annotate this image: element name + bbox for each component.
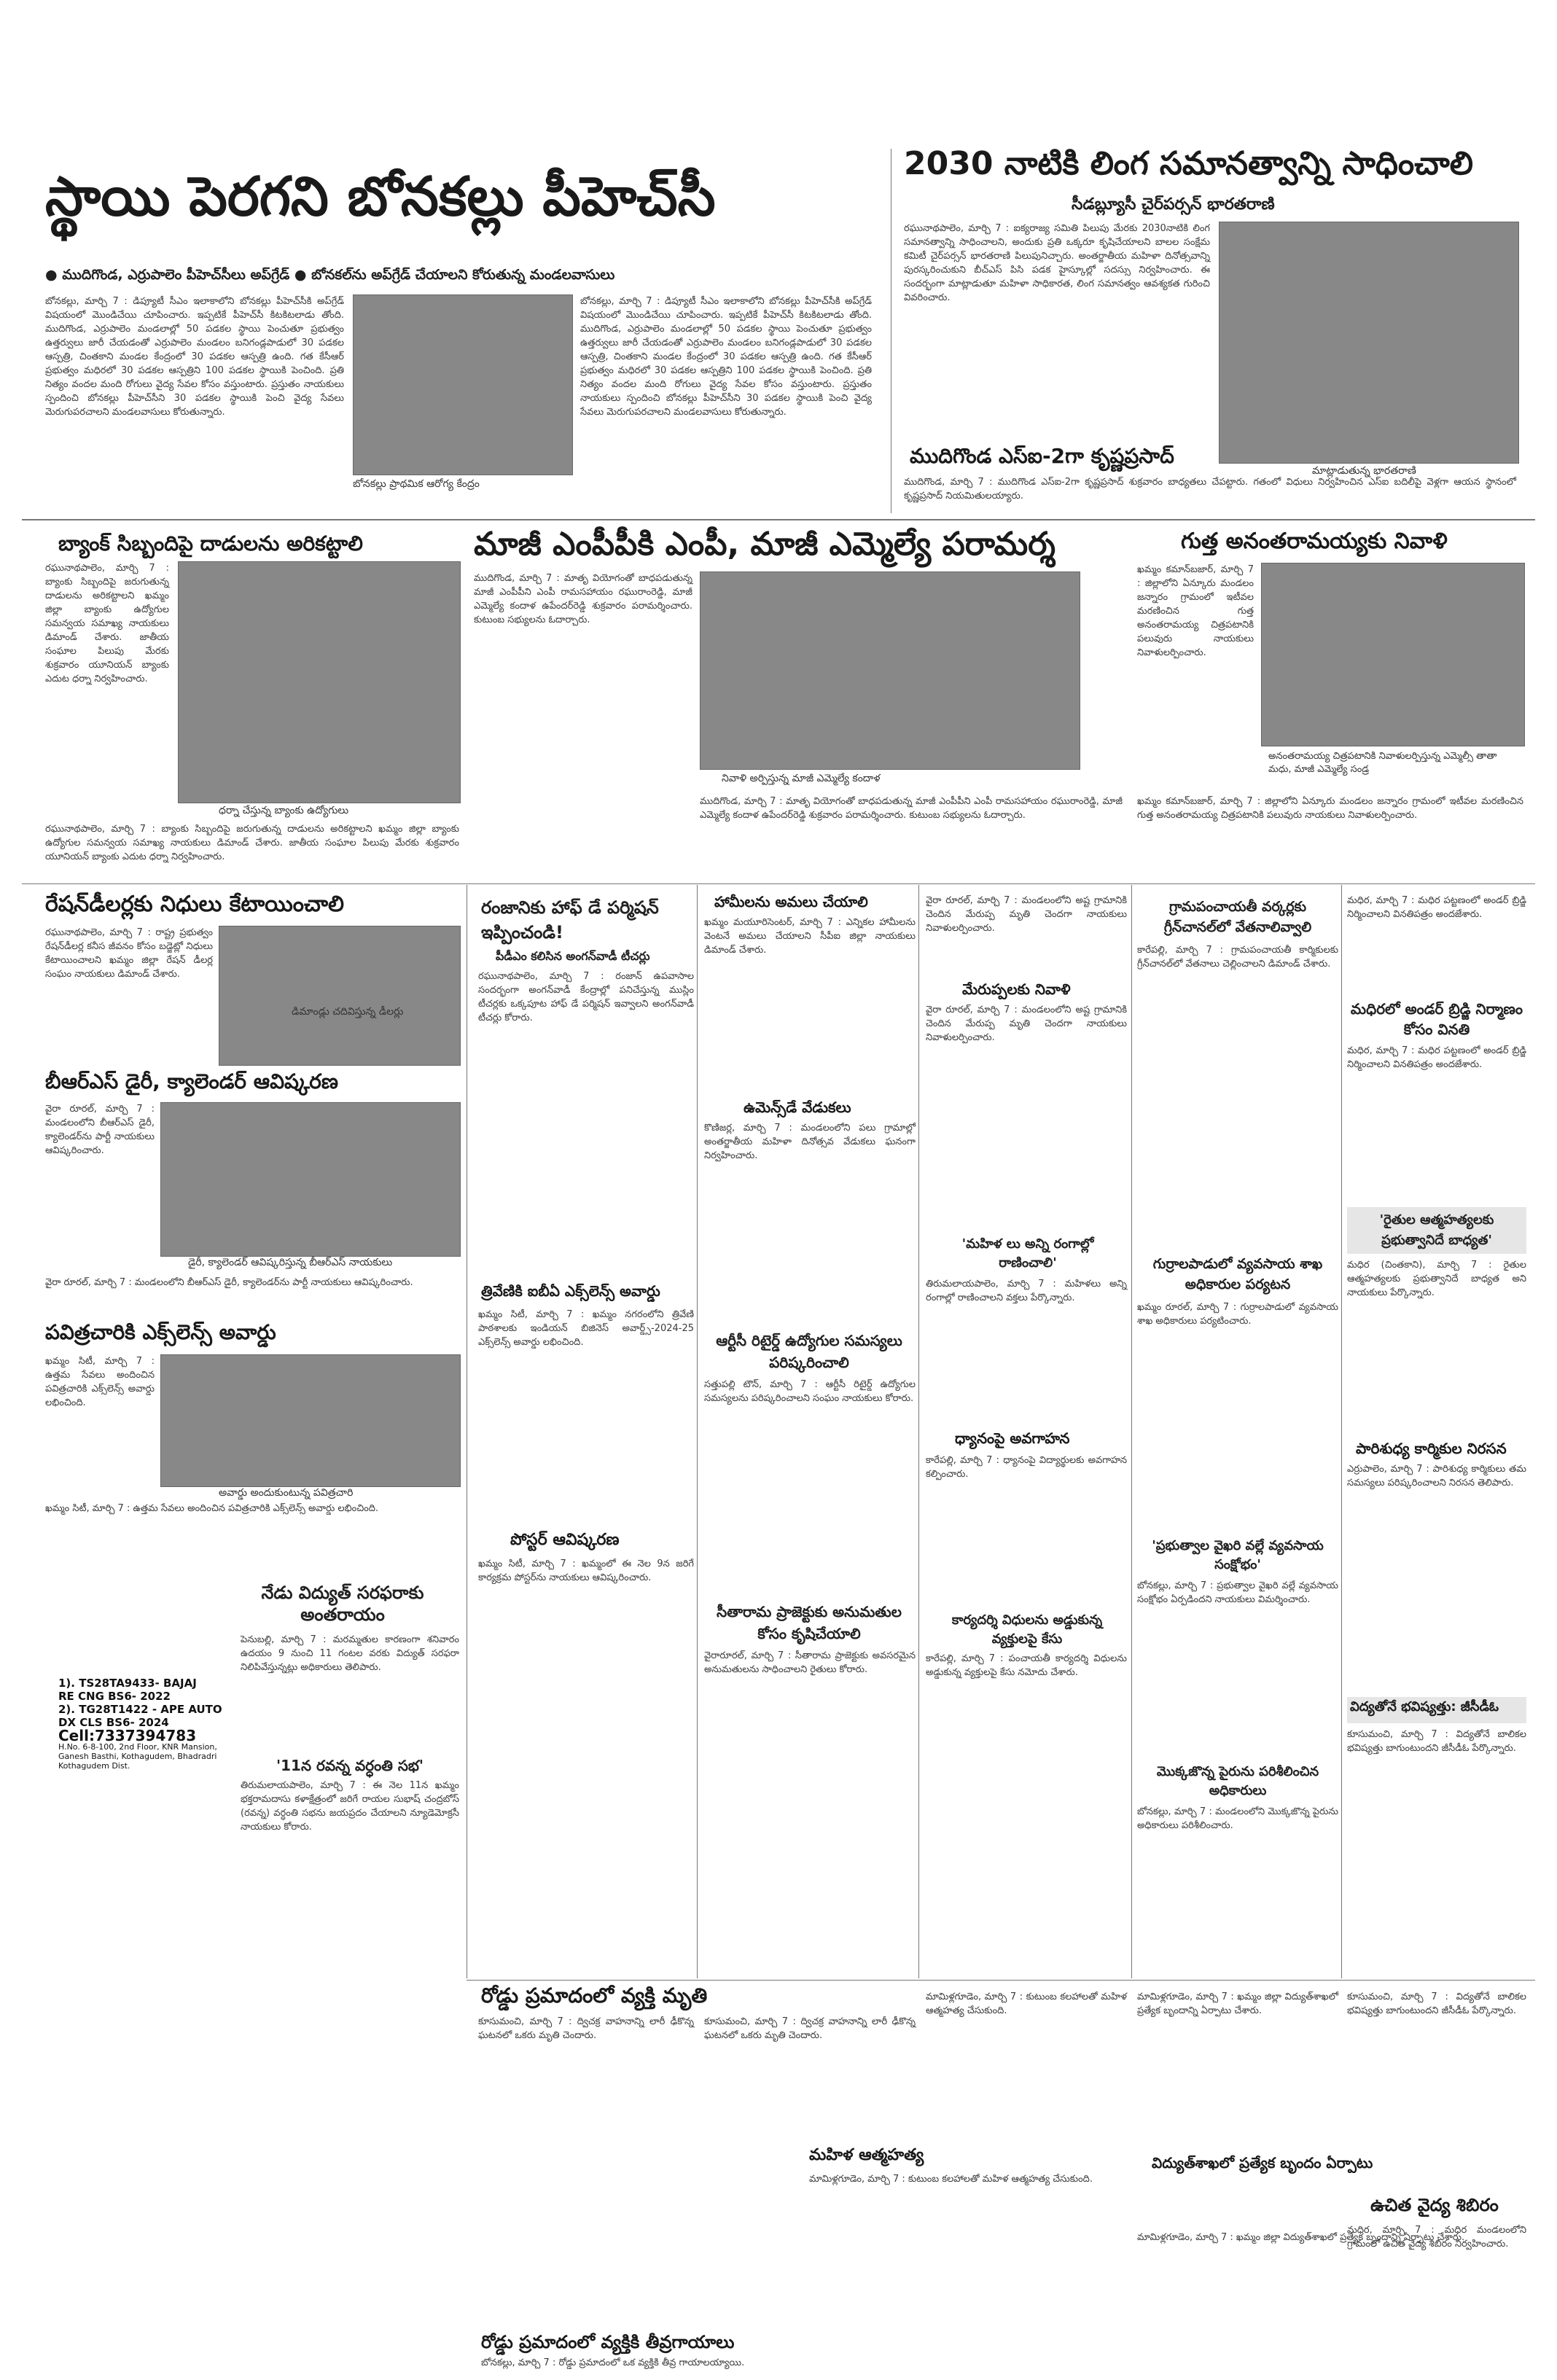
article-body: ఖమ్మం సిటీ, మార్చి 7 : ఖమ్మం నగరంలోని త్రివేణి పాఠశాలకు ఇండియన్ బిజినెస్ అవార్డ్స్-2024-25 ఎక్స్‌లెన్స్ అవార్డు లభించింది. xyxy=(478,1309,694,1348)
photo xyxy=(160,1354,461,1487)
sub-headline: ● ముదిగొండ, ఎర్రుపాలెం పీహెచ్‌సీలు అప్‌గ్రేడ్ ● బోనకల్‌ను అప్‌గ్రేడ్ చేయాలని కోరుతున్న మండలవాసులు xyxy=(45,267,615,283)
article-body: సత్తుపల్లి టౌన్, మార్చి 7 : ఆర్టీసీ రిటైర్డ్ ఉద్యోగుల సమస్యలను పరిష్కరించాలని సంఘం నాయకులు కోరారు. xyxy=(704,1379,916,1404)
article-body: కూసుమంచి, మార్చి 7 : ద్విచక్ర వాహనాన్ని లారీ ఢీకొన్న ఘటనలో ఒకరు మృతి చెందారు. xyxy=(478,2016,694,2041)
photo xyxy=(1261,563,1525,746)
headline: ధ్యానంపై అవగాహన xyxy=(955,1429,1070,1447)
article-body: రఘునాథపాలెం, మార్చి 7 : రంజాన్ ఉపవాసాల సందర్భంగా అంగన్‌వాడీ కేంద్రాల్లో పనిచేస్తున్న ముస్లిం టీచర్లకు ఒక్కపూట హాఫ్ డే పర్మిషన్ ఇవ్వాలని అంగన్‌వాడీ టీచర్లు కోరారు. xyxy=(478,971,694,1023)
main-headline: స్థాయి పెరగని బోనకల్లు పీహెచ్‌సీ xyxy=(45,165,716,228)
photo-caption: డిమాండ్లు చదివిస్తున్న డీలర్లు xyxy=(292,1006,404,1018)
headline: నేడు విద్యుత్ సరఫరాకు అంతరాయం xyxy=(261,1583,424,1625)
article-body: కూసుమంచి, మార్చి 7 : విద్యతోనే బాలికల భవిష్యత్తు బాగుంటుందని జీసీడీఓ పేర్కొన్నారు. xyxy=(1347,1991,1526,2016)
photo-caption: బోనకల్లు ప్రాథమిక ఆరోగ్య కేంద్రం xyxy=(353,478,480,490)
article-body: పెనుబల్లి, మార్చి 7 : మరమ్మతుల కారణంగా శనివారం ఉదయం 9 నుంచి 11 గంటల వరకు విద్యుత్ సరఫరా నిలిపివేస్తున్నట్లు అధికారులు తెలిపారు. xyxy=(241,1634,459,1673)
headline: గుత్త అనంతరామయ్యకు నివాళి xyxy=(1181,528,1448,554)
headline: రంజానికు హాఫ్ డే పర్మిషన్ ఇప్పించండి! xyxy=(481,897,659,943)
headline: పోస్టర్ ఆవిష్కరణ xyxy=(510,1531,620,1549)
headline: 'రైతుల ఆత్మహత్యలకు ప్రభుత్వానిదే బాధ్యత' xyxy=(1379,1212,1494,1248)
article-body: మధిర, మార్చి 7 : మధిర పట్టణంలో అండర్ బ్రిడ్జి నిర్మించాలని వినతిపత్రం అందజేశారు. xyxy=(1347,1045,1526,1070)
headline: సీతారామ ప్రాజెక్టుకు అనుమతుల కోసం కృషిచేయాలి xyxy=(717,1603,902,1642)
divider xyxy=(467,1980,1535,1981)
article-body: మధిర (చింతకాని), మార్చి 7 : రైతుల ఆత్మహత్యలకు ప్రభుత్వానిదే బాధ్యత అని నాయకులు పేర్కొన్నారు. xyxy=(1347,1260,1526,1298)
article-body: రఘునాథపాలెం, మార్చి 7 : బ్యాంకు సిబ్బందిపై జరుగుతున్న దాడులను అరికట్టాలని ఖమ్మం జిల్లా బ్యాంకు ఉద్యోగుల సమన్వయ సమాఖ్య నాయకులు డిమాండ్ చేశారు. జాతీయ సంఘాల పిలుపు మేరకు శుక్రవారం యూనియన్ బ్యాంకు ఎదుట ధర్నా నిర్వహించారు. xyxy=(45,824,459,862)
photo xyxy=(1219,222,1519,464)
article-body: మధిర, మార్చి 7 : మధిర పట్టణంలో అండర్ బ్రిడ్జి నిర్మించాలని వినతిపత్రం అందజేశారు. xyxy=(1347,895,1526,920)
photo-caption: ధర్నా చేస్తున్న బ్యాంకు ఉద్యోగులు xyxy=(219,805,349,816)
right-headline: 2030 నాటికి లింగ సమానత్వాన్ని సాధించాలి xyxy=(904,145,1473,182)
article-body: కొణిజర్ల, మార్చి 7 : మండలంలోని పలు గ్రామాల్లో అంతర్జాతీయ మహిళా దినోత్సవ వేడుకలు ఘనంగా నిర్వహించారు. xyxy=(704,1123,916,1161)
article-body: రఘునాథపాలెం, మార్చి 7 : ఐక్యరాజ్య సమితి పిలుపు మేరకు 2030నాటికి లింగ సమానత్వాన్ని సాధించాలని, అందుకు ప్రతి ఒక్కరూ కృషిచేయాలని బాలల సంక్షేమ కమిటీ చైర్‌పర్సన్ భారతరాణి పిలుపునిచ్చారు. అంతర్జాతీయ మహిళా దినోత్సవాన్ని పురస్కరించుకుని బీచ్‌ఎస్ పిసి పడక హైస్కూల్లో సదస్సు నిర్వహించారు. ఈ సందర్భంగా మాట్లాడుతూ మహిళా సాధికారత, లింగ సమానత్వం ఆవశ్యకత గురించి వివరించారు. xyxy=(904,223,1210,303)
article-body: మామిళ్లగూడెం, మార్చి 7 : కుటుంబ కలహాలతో మహిళ ఆత్మహత్య చేసుకుంది. xyxy=(809,2174,1093,2185)
photo xyxy=(219,926,461,1066)
headline: మేరుప్పలకు నివాళి xyxy=(962,980,1071,998)
divider xyxy=(697,885,698,1978)
headline: మొక్కజొన్న పైరును పరిశీలించిన అధికారులు xyxy=(1156,1764,1319,1798)
headline: గుర్రాలపాడులో వ్యవసాయ శాఖ అధికారుల పర్యటన xyxy=(1152,1256,1323,1292)
headline: ఉచిత వైద్య శిబిరం xyxy=(1370,2195,1499,2215)
article-body: వైరా రూరల్, మార్చి 7 : మండలంలోని బీఆర్ఎస్ డైరీ, క్యాలెండర్‌ను పార్టీ నాయకులు ఆవిష్కరించారు. xyxy=(45,1277,413,1288)
divider xyxy=(918,885,919,1978)
article-body: బోనకల్లు, మార్చి 7 : డిప్యూటీ సీఎం ఇలాకాలోని బోనకల్లు పీహెచ్‌సీకి అప్‌గ్రేడ్ విషయంలో మొండిచేయి చూపించారు. ఇప్పటికే పీహెచ్‌సీ కిటకిటలాడు తోంది. ముదిగొండ, ఎర్రుపాలెం మండలాల్లో 50 పడకల స్థాయి పెంచుతూ ప్రభుత్వం ఉత్తర్వులు జారీ చేయడంతో ఎర్రుపాలెం మండలం బనిగండ్లపాడులో 30 పడకల ఆస్పత్రి, చింతకాని మండల కేంద్రంలో 30 పడకల ఆస్పత్రి ఉంది. గత కేసీఆర్ ప్రభుత్వం మధిరలో 30 పడకల ఆస్పత్రిని 100 పడకల స్థాయికి పెంచింది. ప్రతి నిత్యం వందల మంది రోగులు వైద్య సేవల కోసం వస్తుంటారు. ప్రస్తుతం నాయకులు స్పందించి బోనకల్లు పీహెచ్‌సీని 30 పడకల స్థాయికి పెంచి వైద్య సేవలు మెరుగుపరచాలని మండలవాసులు కోరుతున్నారు. xyxy=(580,296,872,418)
photo xyxy=(160,1102,461,1257)
article-body: మామిళ్లగూడెం, మార్చి 7 : ఖమ్మం జిల్లా విద్యుత్‌శాఖలో ప్రత్యేక బృందాన్ని ఏర్పాటు చేశారు. xyxy=(1137,2232,1465,2243)
headline: రోడ్డు ప్రమాదంలో వ్యక్తికి తీవ్రగాయాలు xyxy=(481,2332,735,2352)
article-body: బోనకల్లు, మార్చి 7 : ప్రభుత్వాల వైఖరి వల్లే వ్యవసాయ సంక్షోభం ఏర్పడిందని నాయకులు విమర్శించారు. xyxy=(1137,1580,1338,1605)
headline: 'మహిళ లు అన్ని రంగాల్లో రాణించాలి' xyxy=(961,1236,1094,1271)
article-body: మధిర, మార్చి 7 : మధిర మండలంలోని గ్రామంలో ఉచిత వైద్య శిబిరం నిర్వహించారు. xyxy=(1347,2225,1526,2250)
article-body: మామిళ్లగూడెం, మార్చి 7 : ఖమ్మం జిల్లా విద్యుత్‌శాఖలో ప్రత్యేక బృందాన్ని ఏర్పాటు చేశారు. xyxy=(1137,1991,1338,2016)
article-body: ఖమ్మం కమాన్‌బజార్, మార్చి 7 : జిల్లాలోని ఏన్కూరు మండలం జన్నారం గ్రామంలో ఇటీవల మరణించిన గుత్త అనంతరామయ్య చిత్రపటానికి పలువురు నాయకులు నివాళులర్పించారు. xyxy=(1137,564,1254,658)
article-body: తిరుమలాయపాలెం, మార్చి 7 : మహిళలు అన్ని రంగాల్లో రాణించాలని వక్తలు పేర్కొన్నారు. xyxy=(926,1279,1127,1303)
photo-caption: అనంతరామయ్య చిత్రపటానికి నివాళులర్పిస్తున్న ఎమ్మెల్సీ తాతా మధు, మాజీ ఎమ్మెల్యే సండ్ర xyxy=(1268,751,1497,775)
headline: ఆర్టీసీ రిటైర్డ్ ఉద్యోగుల సమస్యలు పరిష్కరించాలి xyxy=(716,1332,902,1371)
article-body: ముదిగొండ, మార్చి 7 : మాతృ వియోగంతో బాధపడుతున్న మాజీ ఎంపీపీని ఎంపీ రామసహాయం రఘురాంరెడ్డి, మాజీ ఎమ్మెల్యే కందాళ ఉపేందర్‌రెడ్డి శుక్రవారం పరామర్శించారు. కుటుంబ సభ్యులను ఓదార్చారు. xyxy=(474,573,692,625)
headline: విద్యతోనే భవిష్యత్తు: జీసీడీఓ xyxy=(1350,1699,1499,1714)
divider xyxy=(22,519,1535,520)
headline: '11న రవన్న వర్ధంతి సభ' xyxy=(276,1757,424,1774)
headline: బీఆర్ఎస్ డైరీ, క్యాలెండర్ ఆవిష్కరణ xyxy=(45,1069,338,1093)
article-body: ముదిగొండ, మార్చి 7 : ముదిగొండ ఎస్ఐ-2గా కృష్ణప్రసాద్ శుక్రవారం బాధ్యతలు చేపట్టారు. గతంలో విధులు నిర్వహించిన ఎస్ఐ బదిలీపై వెళ్లగా ఆయన స్థానంలో కృష్ణప్రసాద్ నియమితులయ్యారు. xyxy=(904,477,1516,502)
headline: పారిశుధ్య కార్మికుల నిరసన xyxy=(1356,1440,1507,1457)
headline: పవిత్రచారికి ఎక్స్‌లెన్స్ అవార్డు xyxy=(45,1320,276,1344)
ad-phone: Cell:7337394783 xyxy=(58,1727,197,1744)
article-body: ముదిగొండ, మార్చి 7 : మాతృ వియోగంతో బాధపడుతున్న మాజీ ఎంపీపీని ఎంపీ రామసహాయం రఘురాంరెడ్డి, మాజీ ఎమ్మెల్యే కందాళ ఉపేందర్‌రెడ్డి శుక్రవారం పరామర్శించారు. కుటుంబ సభ్యులను ఓదార్చారు. xyxy=(700,796,1123,821)
article-body: ఖమ్మం సిటీ, మార్చి 7 : ఖమ్మంలో ఈ నెల 9న జరిగే కార్యక్రమ పోస్టర్‌ను నాయకులు ఆవిష్కరించారు. xyxy=(478,1558,694,1583)
headline: బ్యాంక్ సిబ్బందిపై దాడులను అరికట్టాలి xyxy=(58,531,363,555)
article-body: ఖమ్మం సిటీ, మార్చి 7 : ఉత్తమ సేవలు అందించిన పవిత్రచారికి ఎక్స్‌లెన్స్ అవార్డు లభించింది. xyxy=(45,1356,155,1408)
article-body: కారేపల్లి, మార్చి 7 : గ్రామపంచాయతీ కార్మికులకు గ్రీన్‌చానల్‌లో వేతనాలు చెల్లించాలని డిమాండ్ చేశారు. xyxy=(1137,945,1338,969)
article-body: బోనకల్లు, మార్చి 7 : డిప్యూటీ సీఎం ఇలాకాలోని బోనకల్లు పీహెచ్‌సీకి అప్‌గ్రేడ్ విషయంలో మొండిచేయి చూపించారు. ఇప్పటికే పీహెచ్‌సీ కిటకిటలాడు తోంది. ముదిగొండ, ఎర్రుపాలెం మండలాల్లో 50 పడకల స్థాయి పెంచుతూ ప్రభుత్వం ఉత్తర్వులు జారీ చేయడంతో ఎర్రుపాలెం మండలం బనిగండ్లపాడులో 30 పడకల ఆస్పత్రి, చింతకాని మండల కేంద్రంలో 30 పడకల ఆస్పత్రి ఉంది. గత కేసీఆర్ ప్రభుత్వం మధిరలో 30 పడకల ఆస్పత్రిని 100 పడకల స్థాయికి పెంచింది. ప్రతి నిత్యం వందల మంది రోగులు వైద్య సేవల కోసం వస్తుంటారు. ప్రస్తుతం నాయకులు స్పందించి బోనకల్లు పీహెచ్‌సీని 30 పడకల స్థాయికి పెంచి వైద్య సేవలు మెరుగుపరచాలని మండలవాసులు కోరుతున్నారు. xyxy=(45,296,344,418)
photo-caption: మాట్లాడుతున్న భారతరాణి xyxy=(1312,465,1416,477)
article-body: ఎర్రుపాలెం, మార్చి 7 : పారిశుధ్య కార్మికులు తమ సమస్యలు పరిష్కరించాలని నిరసన తెలిపారు. xyxy=(1347,1464,1526,1489)
article-body: ఖమ్మం సిటీ, మార్చి 7 : ఉత్తమ సేవలు అందించిన పవిత్రచారికి ఎక్స్‌లెన్స్ అవార్డు లభించింది. xyxy=(45,1503,379,1514)
ad-line: 1). TS28TA9433- BAJAJ xyxy=(58,1677,197,1690)
photo-caption: అవార్డు అందుకుంటున్న పవిత్రచారి xyxy=(219,1487,354,1499)
article-body: బోనకల్లు, మార్చి 7 : మండలంలోని మొక్కజొన్న పైరును అధికారులు పరిశీలించారు. xyxy=(1137,1806,1338,1831)
photo xyxy=(700,571,1080,770)
article-body: వైరా రూరల్, మార్చి 7 : మండలంలోని అష్ట గ్రామానికి చెందిన మేరుప్ప మృతి చెందగా నాయకులు నివాళులర్పించారు. xyxy=(926,1004,1127,1043)
headline: విద్యుత్‌శాఖలో ప్రత్యేక బృందం ఏర్పాటు xyxy=(1152,2154,1373,2172)
article-body: తిరుమలాయపాలెం, మార్చి 7 : ఈ నెల 11న ఖమ్మం భక్తరామదాసు కళాక్షేత్రంలో జరిగే రాయల సుభాష్ చంద్రబోస్ (రవన్న) వర్ధంతి సభను జయప్రదం చేయాలని న్యూడెమోక్రసీ నాయకులు కోరారు. xyxy=(241,1780,459,1833)
headline: 'ప్రభుత్వాల వైఖరి వల్లే వ్యవసాయ సంక్షోభం' xyxy=(1152,1538,1324,1572)
photo xyxy=(178,561,461,803)
article-body: వైరారూరల్, మార్చి 7 : సీతారామ ప్రాజెక్టుకు అవసరమైన అనుమతులను సాధించాలని రైతులు కోరారు. xyxy=(704,1650,916,1675)
sub-headline: పీడీఎం కలిసిన అంగన్‌వాడీ టీచర్లు xyxy=(496,949,650,963)
article-body: కారేపల్లి, మార్చి 7 : ధ్యానంపై విద్యార్థులకు అవగాహన కల్పించారు. xyxy=(926,1455,1127,1480)
article-body: ఖమ్మం రూరల్, మార్చి 7 : గుర్రాలపాడులో వ్యవసాయ శాఖ అధికారులు పర్యటించారు. xyxy=(1137,1302,1338,1327)
article-body: ఖమ్మం కమాన్‌బజార్, మార్చి 7 : జిల్లాలోని ఏన్కూరు మండలం జన్నారం గ్రామంలో ఇటీవల మరణించిన గుత్త అనంతరామయ్య చిత్రపటానికి పలువురు నాయకులు నివాళులర్పించారు. xyxy=(1137,796,1523,821)
headline: హామీలను అమలు చేయాలి xyxy=(714,893,868,910)
ad-address: H.No. 6-8-100, 2nd Floor, KNR Mansion, Ganesh Basthi, Kothagudem, Bhadradri Kothagudem Dist. xyxy=(58,1742,217,1771)
headline: రేషన్‌డీలర్లకు నిధులు కేటాయించాలి xyxy=(45,891,345,917)
headline: మాజీ ఎంపీపీకి ఎంపీ, మాజీ ఎమ్మెల్యే పరామర్శ xyxy=(474,526,1056,563)
headline: గ్రామపంచాయతీ వర్కర్లకు గ్రీన్‌చానల్‌లో వేతనాలివ్వాలి xyxy=(1163,899,1312,935)
article-body: కూసుమంచి, మార్చి 7 : విద్యతోనే బాలికల భవిష్యత్తు బాగుంటుందని జీసీడీఓ పేర్కొన్నారు. xyxy=(1347,1729,1526,1754)
ad-line: RE CNG BS6- 2022 xyxy=(58,1690,171,1703)
headline: మహిళ ఆత్మహత్య xyxy=(809,2146,924,2164)
headline: ఉమెన్స్‌డే వేడుకలు xyxy=(744,1099,851,1116)
headline: మధిరలో అండర్ బ్రిడ్జి నిర్మాణం కోసం వినతి xyxy=(1350,1000,1523,1038)
article-body: ఖమ్మం మయూరిసెంటర్, మార్చి 7 : ఎన్నికల హామీలను వెంటనే అమలు చేయాలని సీపీఐ జిల్లా నాయకులు డిమాండ్ చేశారు. xyxy=(704,917,916,956)
article-body: కారేపల్లి, మార్చి 7 : పంచాయతీ కార్యదర్శి విధులను అడ్డుకున్న వ్యక్తులపై కేసు నమోదు చేశారు. xyxy=(926,1653,1127,1678)
headline: త్రివేణికి ఐబీఏ ఎక్స్‌లెన్స్ అవార్డు xyxy=(481,1282,660,1300)
right-sub: సీడబ్ల్యూసీ చైర్‌పర్సన్ భారతరాణి xyxy=(1072,195,1275,214)
headline: కార్యదర్శి విధులను అడ్డుకున్న వ్యక్తులపై కేసు xyxy=(951,1612,1103,1647)
article-body: కూసుమంచి, మార్చి 7 : ద్విచక్ర వాహనాన్ని లారీ ఢీకొన్న ఘటనలో ఒకరు మృతి చెందారు. xyxy=(704,2016,916,2041)
divider xyxy=(1341,885,1342,1978)
divider xyxy=(1131,885,1132,1978)
article-body: వైరా రూరల్, మార్చి 7 : మండలంలోని బీఆర్ఎస్ డైరీ, క్యాలెండర్‌ను పార్టీ నాయకులు ఆవిష్కరించారు. xyxy=(45,1104,155,1156)
vehicle-ad xyxy=(58,1677,233,1786)
ad-line: DX CLS BS6- 2024 xyxy=(58,1716,169,1729)
article-body: రఘునాథపాలెం, మార్చి 7 : రాష్ట్ర ప్రభుత్వం రేషన్‌డీలర్ల కనీస జీవనం కోసం బడ్జెట్లో నిధులు కేటాయించాలని ఖమ్మం జిల్లా రేషన్ డీలర్ల సంఘం నాయకులు డిమాండ్ చేశారు. xyxy=(45,927,213,980)
article-body: మామిళ్లగూడెం, మార్చి 7 : కుటుంబ కలహాలతో మహిళ ఆత్మహత్య చేసుకుంది. xyxy=(926,1991,1127,2016)
headline: ముదిగొండ ఎస్ఐ-2గా కృష్ణప్రసాద్ xyxy=(910,444,1174,468)
photo-caption: నివాళి అర్పిస్తున్న మాజీ ఎమ్మెల్యే కందాళ xyxy=(722,773,881,784)
article-body: రఘునాథపాలెం, మార్చి 7 : బ్యాంకు సిబ్బందిపై జరుగుతున్న దాడులను అరికట్టాలని ఖమ్మం జిల్లా బ్యాంకు ఉద్యోగుల సమన్వయ సమాఖ్య నాయకులు డిమాండ్ చేశారు. జాతీయ సంఘాల పిలుపు మేరకు శుక్రవారం యూనియన్ బ్యాంకు ఎదుట ధర్నా నిర్వహించారు. xyxy=(45,563,169,684)
photo xyxy=(353,294,573,475)
article-body: వైరా రూరల్, మార్చి 7 : మండలంలోని అష్ట గ్రామానికి చెందిన మేరుప్ప మృతి చెందగా నాయకులు నివాళులర్పించారు. xyxy=(926,895,1127,934)
divider xyxy=(22,883,1535,884)
article-body: బోనకల్లు, మార్చి 7 : రోడ్డు ప్రమాదంలో ఒక వ్యక్తికి తీవ్ర గాయాలయ్యాయి. xyxy=(481,2357,745,2368)
headline: రోడ్డు ప్రమాదంలో వ్యక్తి మృతి xyxy=(481,1983,708,2008)
photo-caption: డైరీ, క్యాలెండర్ ఆవిష్కరిస్తున్న బీఆర్ఎస్ నాయకులు xyxy=(188,1257,393,1268)
ad-line: 2). TG28T1422 - APE AUTO xyxy=(58,1703,222,1716)
